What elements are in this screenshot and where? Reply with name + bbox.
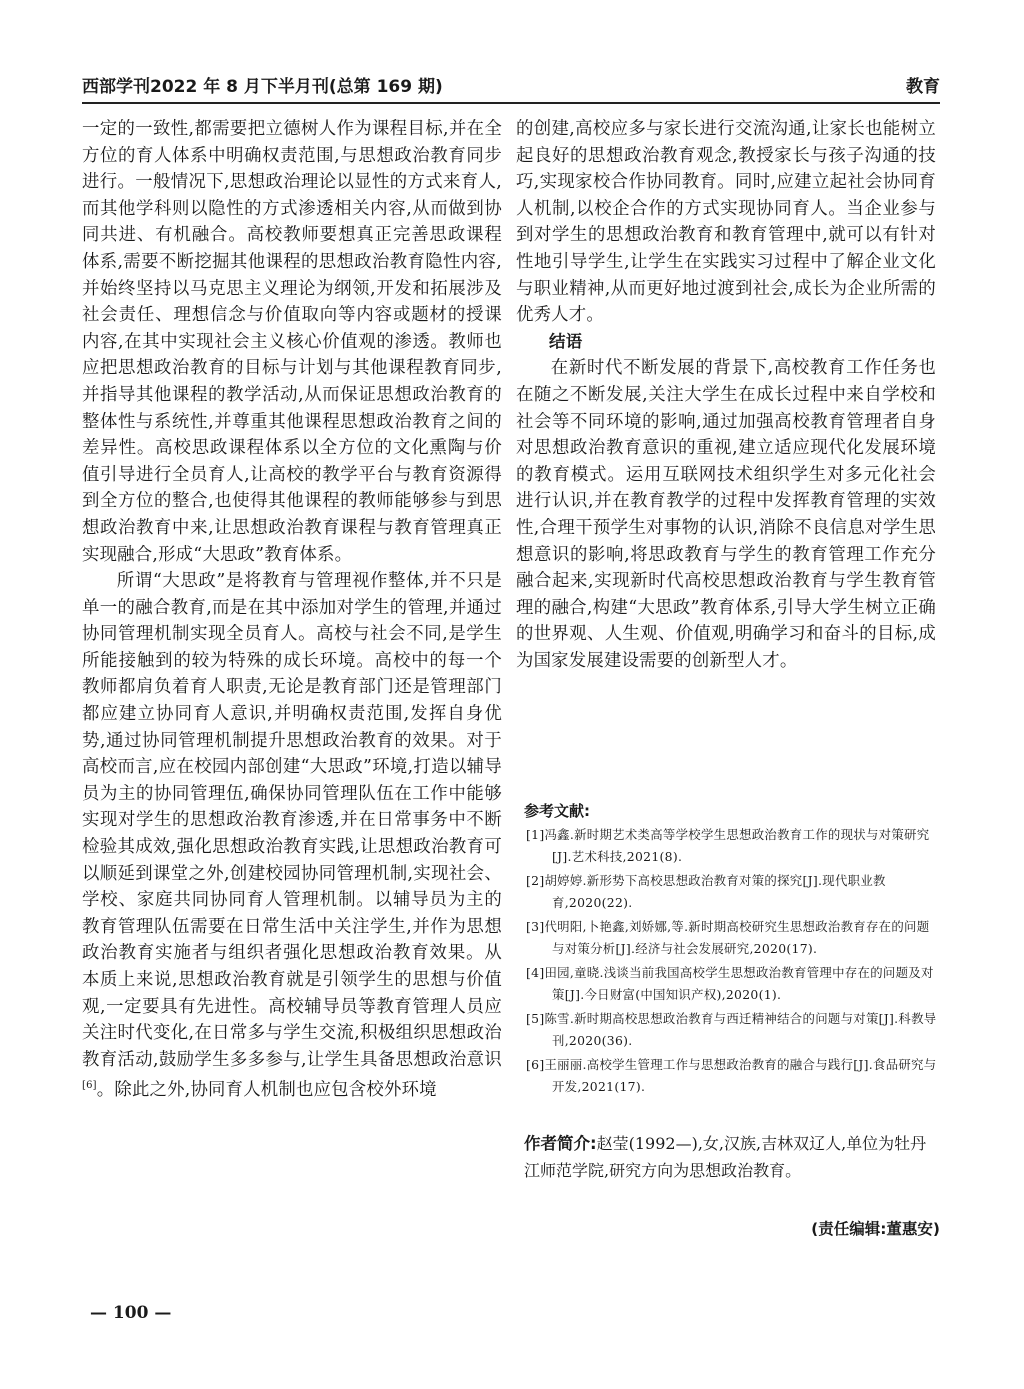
references-list xyxy=(526,824,940,1100)
left-paragraph-2 xyxy=(82,568,502,1104)
author-label: 作者简介: xyxy=(524,1134,597,1153)
citation-6: [6] xyxy=(82,1080,97,1092)
right-paragraph-1: 的创建,高校应多与家长进行交流沟通,让家长也能树立起良好的思想政治教育观念,教授家长与孩子沟通的技巧,实现家校合作协同教育。同时,应建立起社会协同育人机制,以校企合作的方式实现协同育人。当企业参与到对学生的思想政治教育和教育管理中,就可以有针对性地引导学生,让学生在实践实习过程中了解企业文化与职业精神,从而更好地过渡到社会,成长为企业所需的优秀人才。 xyxy=(516,119,936,326)
author-text: 赵莹(1992—),女,汉族,吉林双辽人,单位为牡丹江师范学院,研究方向为思想政治教育。 xyxy=(524,1134,927,1180)
page-number: — 100 — xyxy=(90,1303,172,1323)
reference-item: [3]代明阳,卜艳鑫,刘娇娜,等.新时期高校研究生思想政治教育存在的问题与对策分析[J].经济与社会发展研究,2020(17). xyxy=(526,919,930,956)
issue-info: 2022 年 8 月下半月刊(总第 169 期) xyxy=(150,77,443,97)
reference-item: [4]田园,童晓.浅谈当前我国高校学生思想政治教育管理中存在的问题及对策[J].今日财富(中国知识产权),2020(1). xyxy=(526,965,934,1002)
references-heading: 参考文献: xyxy=(524,802,590,820)
conclusion-paragraph: 在新时代不断发展的背景下,高校教育工作任务也在随之不断发展,关注大学生在成长过程中来自学校和社会等不同环境的影响,通过加强高校教育管理者自身对思想政治教育意识的重视,建立适应现代化发展环境的教育模式。运用互联网技术组织学生对多元化社会进行认识,并在教育教学的过程中发挥教育管理的实效性,合理干预学生对事物的认识,消除不良信息对学生思想意识的影响,将思政教育与学生的教育管理工作充分融合起来,实现新时代高校思想政治教育与学生教育管理的融合,构建“大思政”教育体系,引导大学生树立正确的世界观、人生观、价值观,明确学习和奋斗的目标,成为国家发展建设需要的创新型人才。 xyxy=(516,358,936,671)
journal-name: 西部学刊 xyxy=(82,77,150,97)
left-column xyxy=(82,116,502,1104)
left-paragraph-1: 一定的一致性,都需要把立德树人作为课程目标,并在全方位的育人体系中明确权责范围,与思想政治教育同步进行。一般情况下,思想政治理论以显性的方式来育人,而其他学科则以隐性的方式渗透相关内容,从而做到协同共进、有机融合。高校教师要想真正完善思政课程体系,需要不断挖掘其他课程的思想政治教育隐性内容,并始终坚持以马克思主义理论为纲领,开发和拓展涉及社会责任、理想信念与价值取向等内容或题材的授课内容,在其中实现社会主义核心价值观的渗透。教师也应把思想政治教育的目标与计划与其他课程教育同步,并指导其他课程的教学活动,从而保证思想政治教育的整体性与系统性,并尊重其他课程思想政治教育之间的差异性。高校思政课程体系以全方位的文化熏陶与价值引导进行全员育人,让高校的教学平台与教育资源得到全方位的整合,也使得其他课程的教师能够参与到思想政治教育中来,让思想政治教育课程与教育管理真正实现融合,形成“大思政”教育体系。 xyxy=(82,119,502,565)
reference-item: [1]冯鑫.新时期艺术类高等学校学生思想政治教育工作的现状与对策研究[J].艺术科技,2021(8). xyxy=(526,827,930,864)
reference-item: [6]王丽丽.高校学生管理工作与思想政治教育的融合与践行[J].食品研究与开发,2021(17). xyxy=(526,1057,937,1094)
left-paragraph-2-text: 所谓“大思政”是将教育与管理视作整体,并不只是单一的融合教育,而是在其中添加对学生的管理,并通过协同管理机制实现全员育人。高校与社会不同,是学生所能接触到的较为特殊的成长环境。高校中的每一个教师都肩负着育人职责,无论是教育部门还是管理部门都应建立协同育人意识,并明确权责范围,发挥自身优势,通过协同管理机制提升思想政治教育的效果。对于高校而言,应在校园内部创建“大思政”环境,打造以辅导员为主的协同管理伍,确保协同管理队伍在工作中能够实现对学生的思想政治教育渗透,并在日常事务中不断检验其成效,强化思想政治教育实践,让思想政治教育可以顺延到课堂之外,创建校园协同管理机制,实现社会、学校、家庭共同协同育人管理机制。以辅导员为主的教育管理队伍需要在日常生活中关注学生,并作为思想政治教育实施者与组织者强化思想政治教育效果。从本质上来说,思想政治教育就是引领学生的思想与价值观,一定要具有先进性。高校辅导员等教育管理人员应关注时代变化,在日常多与学生交流,积极组织思想政治教育活动,鼓励学生多多参与,让学生具备思想政治意识 xyxy=(82,571,502,1070)
right-column xyxy=(516,116,936,674)
reference-item: [5]陈雪.新时期高校思想政治教育与西迁精神结合的问题与对策[J].科教导刊,2020(36). xyxy=(526,1011,937,1048)
left-paragraph-2-tail: 。除此之外,协同育人机制也应包含校外环境 xyxy=(96,1080,437,1101)
section-name: 教育 xyxy=(906,77,940,97)
journal-issue xyxy=(82,72,443,97)
responsible-editor: (责任编辑:董惠安) xyxy=(811,1220,940,1238)
conclusion-heading: 结语 xyxy=(549,331,583,351)
reference-item: [2]胡婷婷.新形势下高校思想政治教育对策的探究[J].现代职业教育,2020(22). xyxy=(526,873,886,910)
author-bio xyxy=(524,1130,938,1184)
page-header xyxy=(82,70,940,104)
